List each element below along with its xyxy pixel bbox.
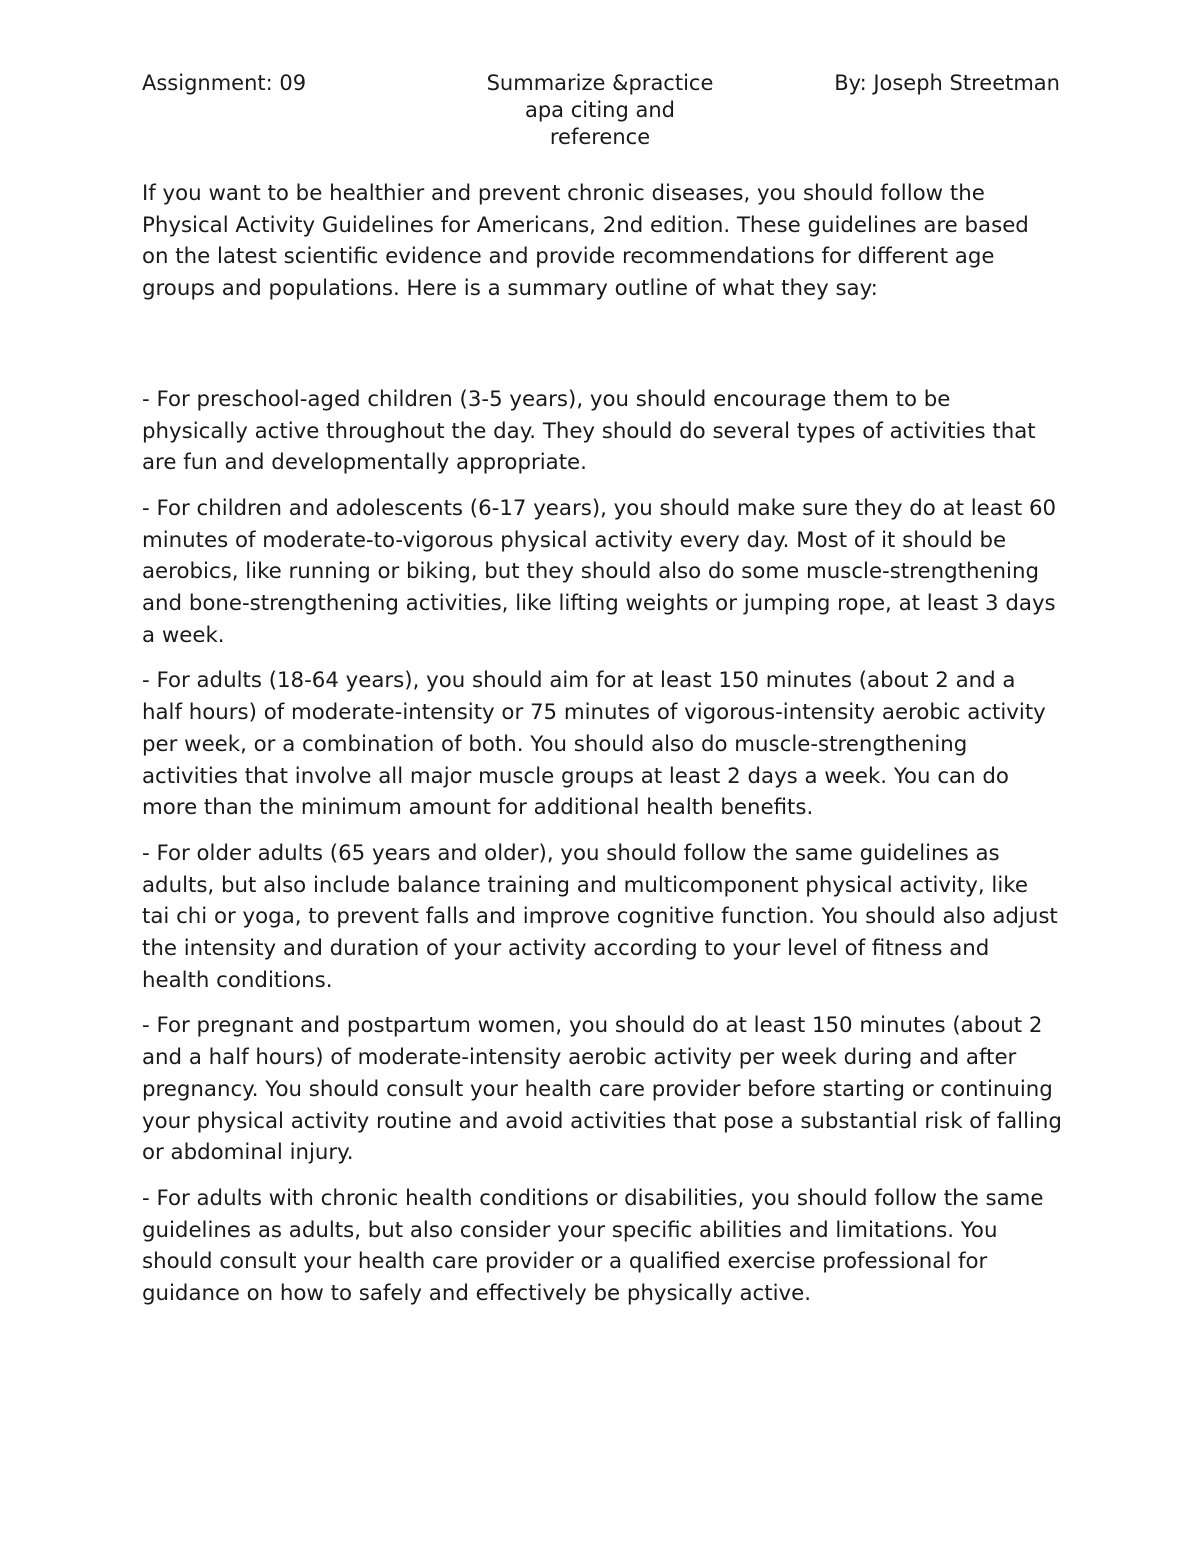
guideline-item-chronic-conditions: - For adults with chronic health conditions or disabilities, you should follow the same guidelines as adults, but also consider your specific abilities and limitations. You should consult your health care provider or a qualified exercise professional for guidance on how to safely and effectively be physically active. — [142, 1185, 1044, 1307]
guideline-item-pregnant-postpartum: - For pregnant and postpartum women, you should do at least 150 minutes (about 2 and a half hours) of moderate-intensity aerobic activity per week during and after pregnancy. You should consult your health care provider before starting or continuing your physical activity routine and avoid activities that pose a substantial risk of falling or abdominal injury. — [142, 1013, 1062, 1166]
document-body — [142, 178, 1062, 1324]
author-name: By: Joseph Streetman — [834, 71, 1060, 95]
guideline-item-preschool: - For preschool-aged children (3-5 years), you should encourage them to be physically active throughout the day. They should do several types of activities that are fun and developmentally appropriate. — [142, 386, 1036, 476]
assignment-title — [450, 70, 750, 151]
assignment-title-line-2: apa citing and — [524, 98, 675, 122]
assignment-title-line-1: Summarize &practice — [486, 71, 714, 95]
guideline-item-children-adolescents: - For children and adolescents (6-17 years), you should make sure they do at least 60 minutes of moderate-to-vigorous physical activity every day. Most of it should be aerobics, like running or biking, but they should also do some muscle-strengthening and bone-strengthening activities, like lifting weights or jumping rope, at least 3 days a week. — [142, 495, 1057, 648]
guideline-item-adults: - For adults (18-64 years), you should aim for at least 150 minutes (about 2 and a half hours) of moderate-intensity or 75 minutes of vigorous-intensity aerobic activity per week, or a combination of both. You should also do muscle-strengthening activities that involve all major muscle groups at least 2 days a week. You can do more than the minimum amount for additional health benefits. — [142, 668, 1046, 821]
assignment-number: Assignment: 09 — [142, 71, 307, 95]
document-header — [142, 70, 1062, 160]
guideline-item-older-adults: - For older adults (65 years and older), you should follow the same guidelines as adults, but also include balance training and multicomponent physical activity, like tai chi or yoga, to prevent falls and improve cognitive function. You should also adjust the intensity and duration of your activity according to your level of fitness and health conditions. — [142, 840, 1058, 993]
assignment-title-line-3: reference — [549, 125, 651, 149]
intro-paragraph: If you want to be healthier and prevent chronic diseases, you should follow the Physical Activity Guidelines for Americans, 2nd edition. These guidelines are based on the latest scientific evidence and provide recommendations for different age groups and populations. Here is a summary outline of what they say: — [142, 181, 1029, 302]
